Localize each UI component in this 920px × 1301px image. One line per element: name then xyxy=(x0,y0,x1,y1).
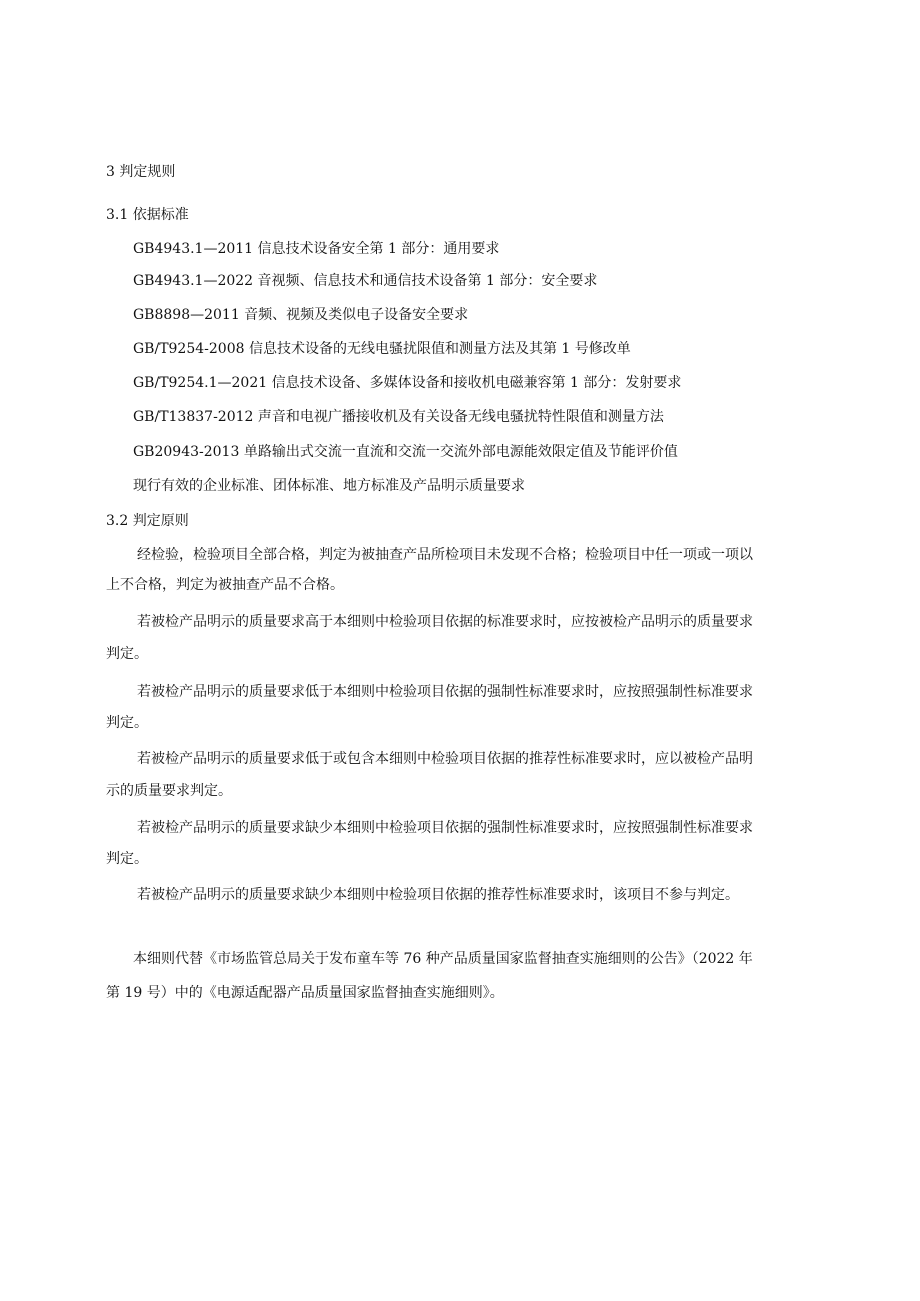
standard-item: 现行有效的企业标准、团体标准、地方标准及产品明示质量要求 xyxy=(133,478,525,494)
replacement-note: 本细则代替《市场监管总局关于发布童车等 76 种产品质量国家监督抽查实施细则的公告》（2022 年 xyxy=(133,951,753,967)
standard-item: GB4943.1—2022 音视频、信息技术和通信技术设备第 1 部分：安全要求 xyxy=(133,273,598,289)
principle-paragraph-continuation: 判定。 xyxy=(106,851,148,867)
principle-paragraph: 若被检产品明示的质量要求缺少本细则中检验项目依据的强制性标准要求时，应按照强制性标准要求 xyxy=(137,820,753,836)
standard-item: GB/T9254.1—2021 信息技术设备、多媒体设备和接收机电磁兼容第 1 部分：发射要求 xyxy=(133,375,682,391)
principle-paragraph: 经检验，检验项目全部合格，判定为被抽查产品所检项目未发现不合格；检验项目中任一项或一项以 xyxy=(137,547,753,563)
principle-paragraph-continuation: 判定。 xyxy=(106,715,148,731)
section-3-title: 3 判定规则 xyxy=(106,164,176,180)
standard-item: GB8898—2011 音频、视频及类似电子设备安全要求 xyxy=(133,307,469,323)
principle-paragraph: 若被检产品明示的质量要求高于本细则中检验项目依据的标准要求时，应按被检产品明示的质量要求 xyxy=(137,614,753,630)
standard-item: GB/T9254-2008 信息技术设备的无线电骚扰限值和测量方法及其第 1 号修改单 xyxy=(133,341,631,357)
standard-item: GB4943.1—2011 信息技术设备安全第 1 部分：通用要求 xyxy=(133,241,500,257)
principle-paragraph: 若被检产品明示的质量要求缺少本细则中检验项目依据的推荐性标准要求时，该项目不参与判定。 xyxy=(137,887,739,903)
principle-paragraph: 若被检产品明示的质量要求低于或包含本细则中检验项目依据的推荐性标准要求时，应以被检产品明 xyxy=(137,751,753,767)
standard-item: GB/T13837-2012 声音和电视广播接收机及有关设备无线电骚扰特性限值和测量方法 xyxy=(133,409,664,425)
principle-paragraph-continuation: 判定。 xyxy=(106,646,148,662)
principle-paragraph-continuation: 上不合格，判定为被抽查产品不合格。 xyxy=(106,577,344,593)
replacement-note-continuation: 第 19 号）中的《电源适配器产品质量国家监督抽查实施细则》。 xyxy=(106,985,504,1001)
principle-paragraph: 若被检产品明示的质量要求低于本细则中检验项目依据的强制性标准要求时，应按照强制性标准要求 xyxy=(137,684,753,700)
principle-paragraph-continuation: 示的质量要求判定。 xyxy=(106,783,232,799)
standard-item: GB20943-2013 单路输出式交流一直流和交流一交流外部电源能效限定值及节能评价值 xyxy=(133,444,678,460)
section-3-2-title: 3.2 判定原则 xyxy=(106,513,189,529)
section-3-1-title: 3.1 依据标准 xyxy=(106,207,189,223)
